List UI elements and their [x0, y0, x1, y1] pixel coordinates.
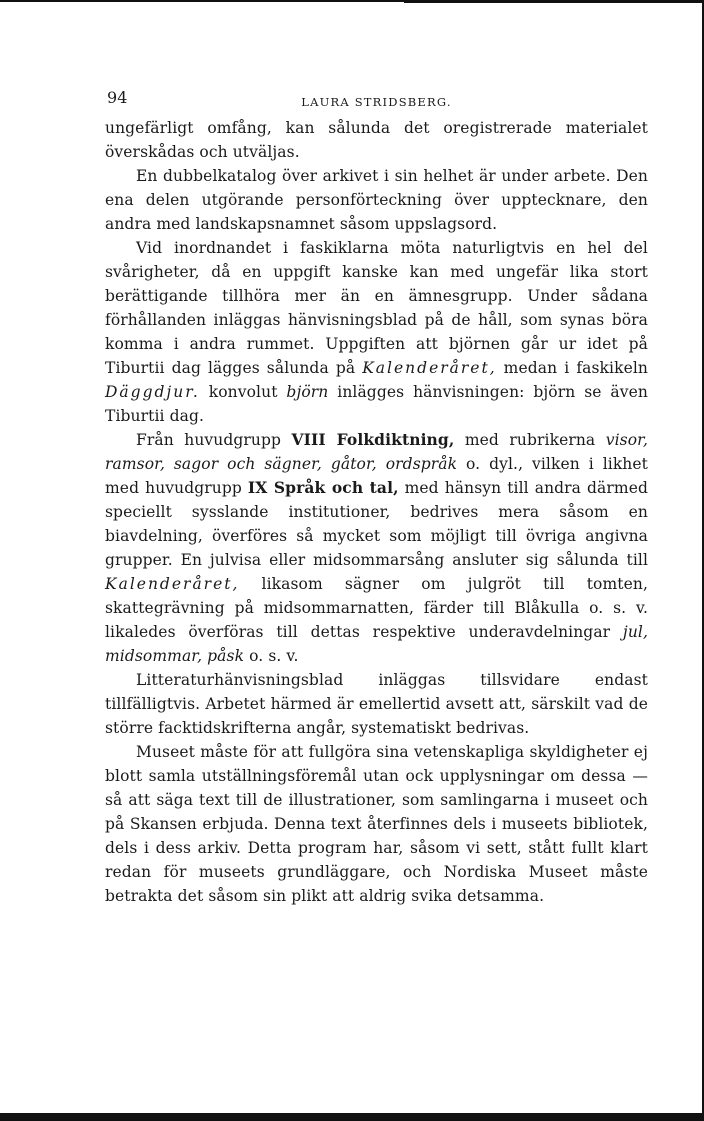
paragraph-1 — [105, 116, 648, 164]
paragraph-5-text: Litteraturhänvisningsblad inläggas tillsvidare endast tillfälligtvis. Arbetet härmed är emellertid avsett att, särskilt vad de större facktidskrifterna angår, systematiskt bedrivas. — [105, 671, 648, 737]
paragraph-4-text-d: med hänsyn till andra därmed speciellt sysslande institutioner, bedrives mera såsom en biavdelning, överföres så mycket som möjligt till övriga angivna grupper. En julvisa eller midsommarsång ansluter sig sålunda till — [105, 479, 649, 569]
paragraph-1-text: ungefärligt omfång, kan sålunda det oregistrerade materialet överskådas och utväljas. — [105, 119, 648, 161]
paragraph-4-text-f: o. s. v. — [244, 647, 299, 665]
paragraph-6 — [105, 740, 648, 908]
heading-sprak-och-tal: IX Språk och tal, — [247, 478, 399, 497]
heading-folkdiktning: VIII Folkdiktning, — [291, 430, 455, 449]
paragraph-6-text: Museet måste för att fullgöra sina vetenskapliga skyldigheter ej blott samla utställningsföremål utan ock upplysningar om dessa — så att säga text till de illustrationer, som samlingarna i museet och på Skansen erbjuda. Denna text återfinnes dels i museets bibliotek, dels i dess arkiv. Detta program har, såsom vi sett, stått fullt klart redan för museets grundläggare, och Nordiska Museet måste betrakta det såsom sin plikt att aldrig svika detsamma. — [105, 743, 648, 905]
paragraph-4-text-c: o. dyl., vilken i likhet med huvudgrupp — [105, 455, 648, 497]
paragraph-4 — [105, 428, 648, 668]
paragraph-3-text-a: Vid inordnandet i faskiklarna möta naturligtvis en hel del svårigheter, då en uppgift kanske kan med ungefär lika stort berättigande tillhöra mer än en ämnesgrupp. Under sådana förhållanden inläggas hänvisningsblad på de håll, som synas böra komma i andra rummet. Uppgiften att björnen går ur idet på Tiburtii dag lägges sålunda på — [105, 239, 648, 377]
paragraph-3 — [105, 236, 648, 428]
paragraph-2-text: En dubbelkatalog över arkivet i sin helhet är under arbete. Den ena delen utgörande personförteckning över upptecknare, den andra med landskapsnamnet såsom uppslagsord. — [105, 167, 648, 233]
running-head: LAURA STRIDSBERG. — [301, 95, 452, 109]
paragraph-3-text-b: medan i faskikeln — [496, 359, 648, 377]
paragraph-3-text-d: inlägges hänvisningen: björn se även Tiburtii dag. — [105, 383, 648, 425]
term-bjorn: björn — [286, 383, 329, 401]
scan-edge-bottom — [0, 1113, 704, 1121]
paragraph-5 — [105, 668, 648, 740]
term-kalenderaret: Kalenderåret, — [362, 359, 497, 377]
paragraph-4-text-e: likasom sägner om julgröt till tomten, skattegrävning på midsommarnatten, färder till Blåkulla o. s. v. likaledes överföras till dettas respektive underavdelningar — [105, 575, 648, 641]
term-rubriker: visor, ramsor, sagor och sägner, gåtor, ordspråk — [105, 431, 648, 473]
book-page — [105, 86, 648, 908]
paragraph-4-text-a: Från huvudgrupp — [136, 431, 292, 449]
paragraph-2 — [105, 164, 648, 236]
page-header — [105, 86, 648, 116]
term-daggdjur: Däggdjur. — [105, 383, 200, 401]
term-underavdelningar: jul, midsommar, påsk — [105, 623, 648, 665]
term-kalenderaret-2: Kalenderåret, — [105, 575, 240, 593]
paragraph-3-text-c: konvolut — [199, 383, 287, 401]
paragraph-4-text-b: med rubrikerna — [454, 431, 606, 449]
page-number: 94 — [107, 88, 128, 107]
scan-edge-top-right — [404, 0, 704, 3]
